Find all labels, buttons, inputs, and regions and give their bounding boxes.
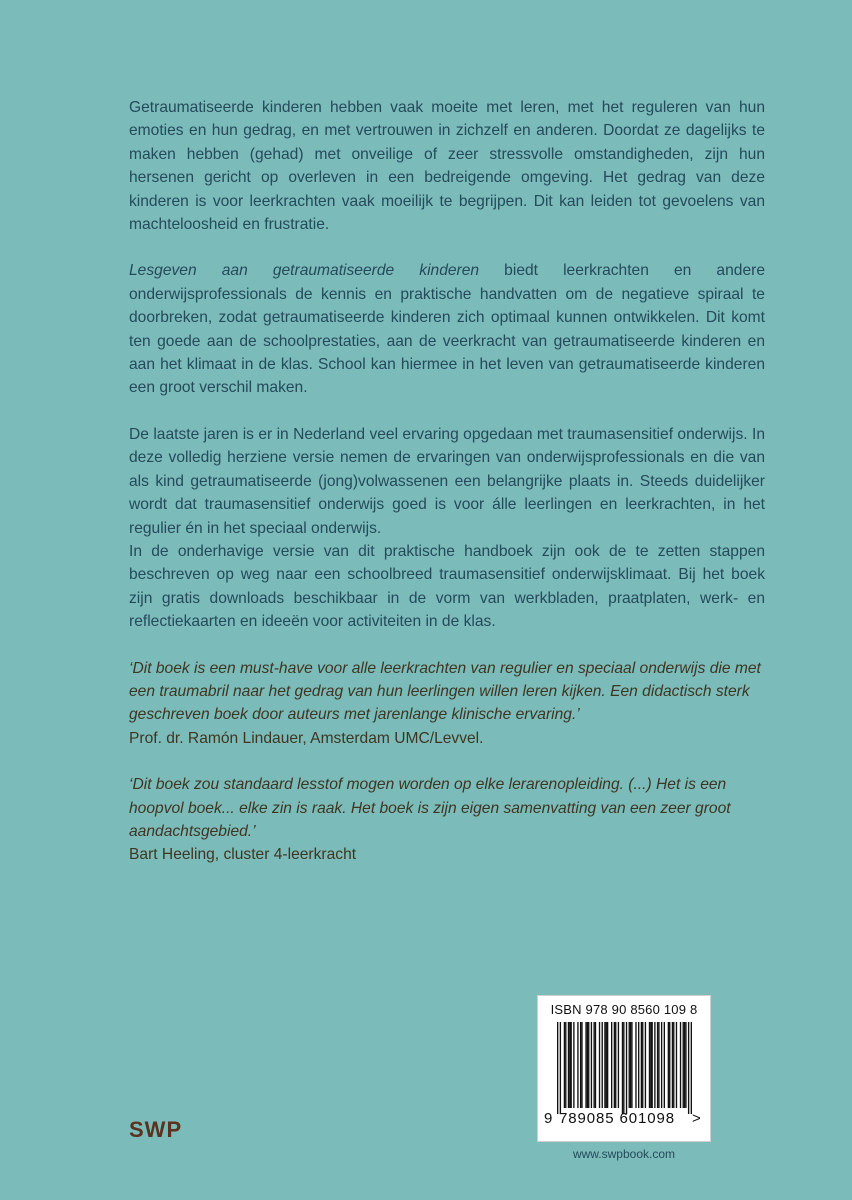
barcode-bar — [629, 1022, 630, 1108]
quote-1: ‘Dit boek is een must-have voor alle leerkrachten van regulier en speciaal onderwijs die met een traumabril naar het gedrag van hun leerlingen willen leren kijken. Een didactisch sterk geschreven boek door auteurs met jarenlange klinische ervaring.’ — [129, 659, 761, 724]
barcode-bar — [673, 1022, 674, 1108]
barcode-bar — [615, 1022, 616, 1108]
barcode-bar — [568, 1022, 569, 1108]
barcode-bar — [654, 1022, 655, 1108]
barcode-bar — [657, 1022, 658, 1108]
paragraph-book-description — [129, 259, 765, 399]
barcode-bar — [672, 1022, 673, 1108]
barcode-bar — [588, 1022, 589, 1108]
barcode-bar — [581, 1022, 582, 1108]
barcode-bar — [557, 1022, 558, 1114]
barcode-bar — [649, 1022, 650, 1108]
barcode-bar — [618, 1022, 619, 1108]
barcode-bar — [622, 1022, 623, 1114]
barcode-bar — [668, 1022, 669, 1108]
barcode-bar — [623, 1022, 624, 1114]
barcode-bar — [688, 1022, 689, 1114]
barcode-bar — [691, 1022, 692, 1114]
barcode-bar — [564, 1022, 565, 1108]
barcode-arrow: > — [692, 1110, 701, 1127]
barcode-bar — [626, 1022, 627, 1114]
barcode-bar — [593, 1022, 594, 1108]
barcode-bar — [607, 1022, 608, 1108]
barcode-bar — [630, 1022, 631, 1108]
paragraph-experience: De laatste jaren is er in Nederland veel ervaring opgedaan met traumasensitief onderwijs. In deze volledig herziene versie nemen de ervaringen van onderwijsprofessionals en die van als kind getraumatiseerde (jong)volwassenen een belangrijke plaats in. Steeds duidelijker wordt dat traumasensitief onderwijs goed is voor álle leerlingen en leerkrachten, in het regulier én in het speciaal onderwijs. — [129, 425, 765, 537]
quote-2-author: Bart Heeling, cluster 4-leerkracht — [129, 846, 357, 864]
barcode-bar — [661, 1022, 662, 1108]
barcode-bar — [560, 1022, 561, 1114]
blurb — [129, 96, 765, 890]
barcode-bar — [641, 1022, 642, 1108]
barcode-bar — [685, 1022, 686, 1108]
barcode-bar — [569, 1022, 570, 1108]
barcode-bar — [642, 1022, 643, 1108]
website-url: www.swpbook.com — [572, 1147, 676, 1161]
barcode-bar — [638, 1022, 639, 1108]
barcode-bar — [571, 1022, 572, 1108]
paragraph-book-description-text: biedt leerkrachten en andere onderwijsprofessionals de kennis en praktische handvatten om de negatieve spiraal te doorbreken, zodat getraumatiseerde kinderen zich optimaal kunnen ontwikkelen. Dit komt ten goede aan de schoolprestaties, aan de veerkracht van getraumatiseerde kinderen en aan het klimaat in de klas. School kan hiermee in het leven van getraumatiseerde kinderen een groot verschil maken. — [129, 262, 765, 397]
paragraph-handbook: In de onderhavige versie van dit praktische handboek zijn ook de te zetten stappen beschreven op weg naar een schoolbreed traumasensitief onderwijsklimaat. Bij het boek zijn gratis downloads beschikbaar in de vorm van werkbladen, praatplaten, werk- en reflectiekaarten en ideeën voor activiteiten in de klas. — [129, 542, 765, 631]
barcode-bar — [611, 1022, 612, 1108]
barcode-bar — [669, 1022, 670, 1108]
paragraph-intro: Getraumatiseerde kinderen hebben vaak moeite met leren, met het reguleren van hun emoties en hun gedrag, en met vertrouwen in zichzelf en anderen. Doordat ze dagelijks te maken hebben (gehad) met onveilige of zeer stressvolle omstandigheden, zijn hun hersenen gericht op overleven in een bedreigende omgeving. Het gedrag van deze kinderen is voor leerkrachten vaak moeilijk te begrijpen. Dit kan leiden tot gevoelens van machteloosheid en frustratie. — [129, 99, 765, 234]
isbn-label: ISBN 978 90 8560 109 8 — [550, 1002, 698, 1017]
barcode-digits: 789085 601098 — [559, 1110, 675, 1127]
barcode-bar — [585, 1022, 586, 1108]
barcode-bar — [652, 1022, 653, 1108]
barcode-bar — [683, 1022, 684, 1108]
barcode-bar — [591, 1022, 592, 1108]
quote-2: ‘Dit boek zou standaard lesstof mogen worden op elke lerarenopleiding. (...) Het is een hoopvol boek... elke zin is raak. Het boek is zijn eigen samenvatting van een zeer groot aandachtsgebied.’ — [129, 776, 731, 840]
barcode-bar — [577, 1022, 578, 1108]
barcode-bar — [614, 1022, 615, 1108]
barcode-bar — [602, 1022, 603, 1108]
barcode-bar — [604, 1022, 605, 1108]
barcode-bar — [664, 1022, 665, 1108]
barcode-bar — [565, 1022, 566, 1108]
barcode-bar — [580, 1022, 581, 1108]
publisher-logo: SWP — [129, 1117, 183, 1142]
barcode-bar — [599, 1022, 600, 1108]
barcode-bar — [606, 1022, 607, 1108]
barcode-bar — [587, 1022, 588, 1108]
barcode-bar — [631, 1022, 632, 1108]
barcode-bar — [645, 1022, 646, 1108]
barcode-bar — [635, 1022, 636, 1108]
isbn-barcode-box — [537, 995, 711, 1142]
barcode-bar — [595, 1022, 596, 1108]
barcode-bar — [680, 1022, 681, 1108]
barcode-bar — [573, 1022, 574, 1108]
barcode-bar — [658, 1022, 659, 1108]
book-title: Lesgeven aan getraumatiseerde kinderen — [129, 262, 480, 280]
barcode-bar — [676, 1022, 677, 1108]
barcode-lead-digit: 9 — [544, 1110, 553, 1127]
barcode-bar — [684, 1022, 685, 1108]
barcode-bar — [650, 1022, 651, 1108]
quote-1-author: Prof. dr. Ramón Lindauer, Amsterdam UMC/Levvel. — [129, 729, 484, 747]
